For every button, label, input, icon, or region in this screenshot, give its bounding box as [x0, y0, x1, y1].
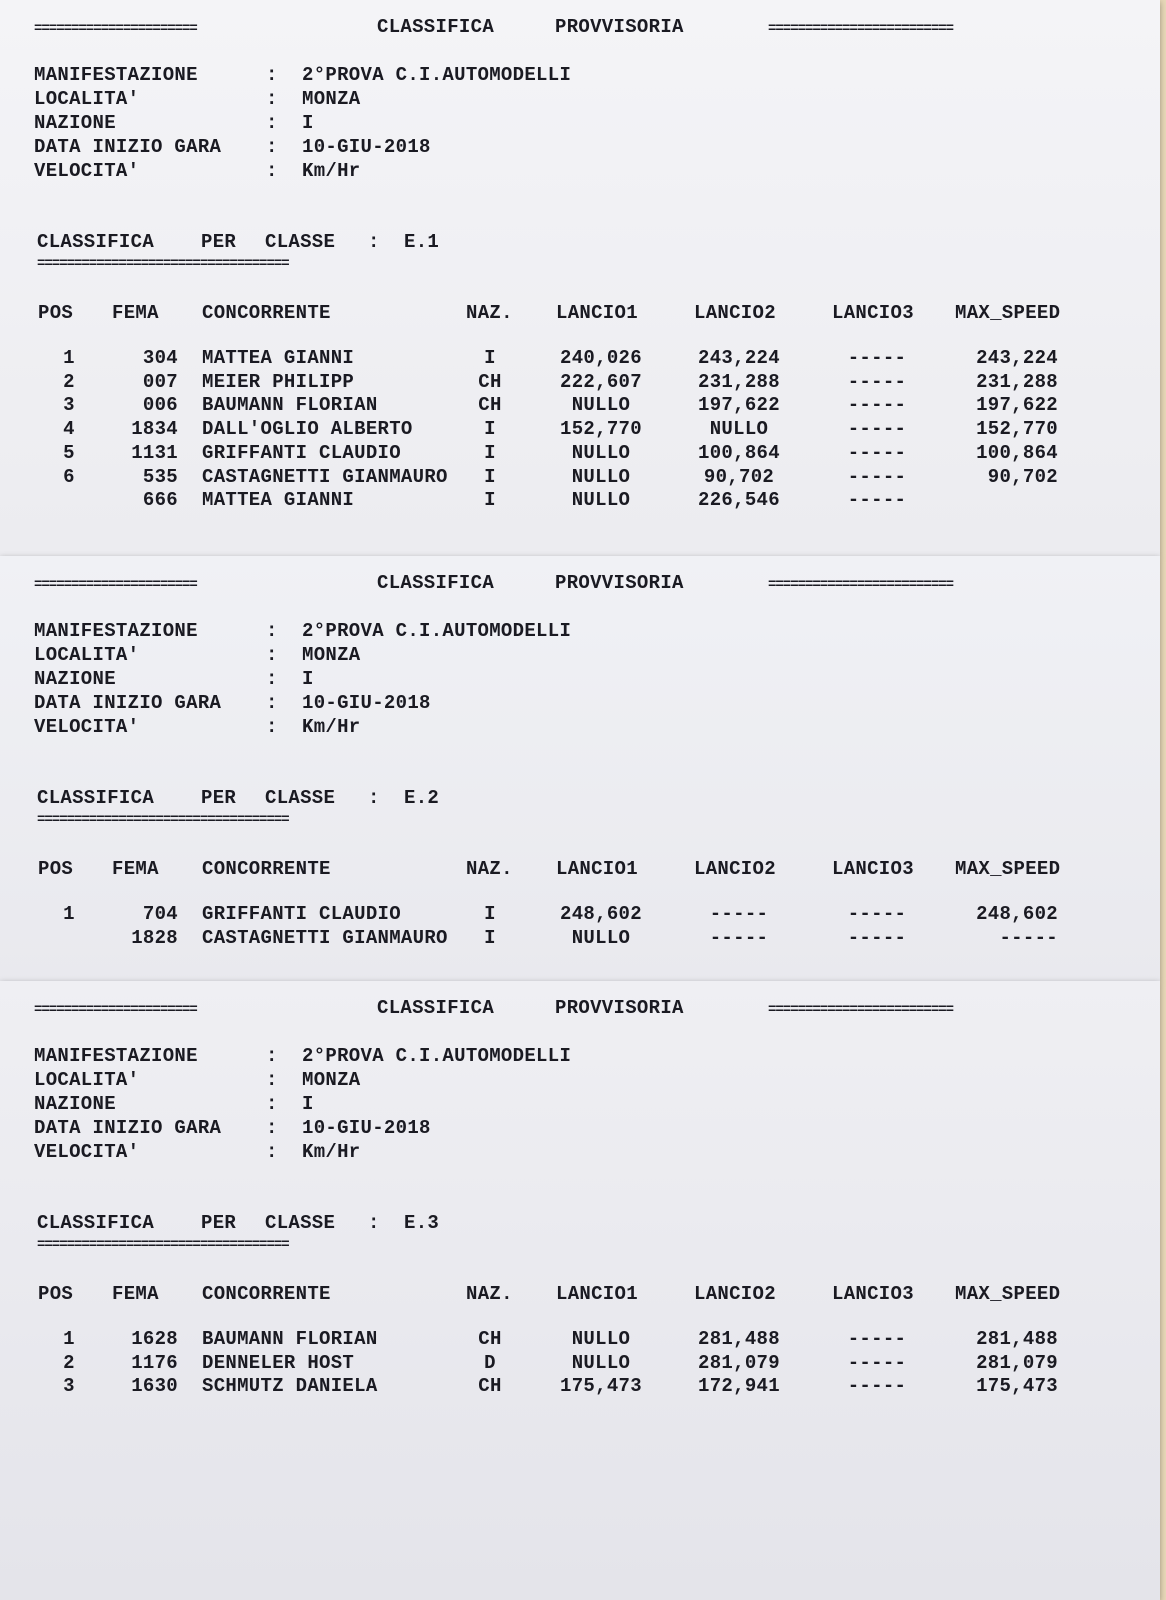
- class-heading-class: E.3: [404, 1212, 440, 1234]
- col-max-speed-header: MAX_SPEED: [955, 1283, 1061, 1305]
- cell-fema: 1630: [131, 1375, 178, 1398]
- cell-lancio1: NULLO: [571, 926, 631, 949]
- info-value: Km/Hr: [302, 716, 361, 738]
- cell-fema: 535: [142, 465, 178, 488]
- cell-lancio2: 281,488: [698, 1328, 780, 1350]
- cell-lancio2: -----: [709, 926, 769, 949]
- col-pos-header: POS: [38, 858, 74, 880]
- banner-right-rule: =========================: [768, 577, 954, 593]
- info-separator: :: [266, 1069, 278, 1091]
- class-heading-underline: ==================================: [37, 1237, 289, 1253]
- info-separator: :: [266, 1045, 278, 1067]
- cell-naz: I: [484, 926, 496, 949]
- info-separator: :: [266, 136, 278, 158]
- class-heading-word: CLASSE: [265, 231, 336, 253]
- class-heading-word: CLASSIFICA: [37, 1212, 155, 1234]
- col-lancio1-header: LANCIO1: [556, 1283, 638, 1305]
- cell-fema: 666: [142, 489, 178, 512]
- cell-concorrente: SCHMUTZ DANIELA: [202, 1375, 378, 1398]
- cell-max-speed: 281,488: [976, 1328, 1058, 1350]
- info-value: I: [302, 112, 314, 134]
- results-sheet-e1: [0, 0, 1160, 556]
- cell-lancio2: 281,079: [698, 1351, 780, 1374]
- info-value: 2°PROVA C.I.AUTOMODELLI: [302, 64, 572, 86]
- info-value: 2°PROVA C.I.AUTOMODELLI: [302, 620, 572, 642]
- cell-lancio2: 100,864: [698, 441, 780, 464]
- cell-max-speed: 231,288: [976, 370, 1058, 393]
- cell-lancio2: 197,622: [698, 394, 780, 417]
- banner-title-classifica: CLASSIFICA: [377, 572, 495, 594]
- cell-concorrente: CASTAGNETTI GIANMAURO: [202, 465, 448, 488]
- info-separator: :: [266, 692, 278, 714]
- cell-fema: 704: [142, 903, 178, 925]
- info-value: Km/Hr: [302, 1141, 361, 1163]
- cell-fema: 1131: [131, 441, 178, 464]
- class-heading-word: PER: [201, 231, 237, 253]
- cell-lancio2: 226,546: [698, 489, 780, 512]
- info-separator: :: [266, 668, 278, 690]
- info-label: NAZIONE: [34, 112, 116, 134]
- col-naz-header: NAZ.: [466, 302, 513, 324]
- cell-lancio1: 222,607: [560, 370, 642, 393]
- cell-fema: 1628: [131, 1328, 178, 1350]
- info-label: DATA INIZIO GARA: [34, 1117, 222, 1139]
- cell-lancio3: -----: [847, 465, 907, 488]
- col-concorrente-header: CONCORRENTE: [202, 302, 331, 324]
- cell-lancio1: 248,602: [560, 903, 642, 925]
- class-heading-word: PER: [201, 1212, 237, 1234]
- cell-concorrente: BAUMANN FLORIAN: [202, 1328, 378, 1350]
- cell-fema: 1834: [131, 418, 178, 441]
- results-sheet-e3: [0, 981, 1160, 1600]
- class-heading-class: E.2: [404, 787, 440, 809]
- info-separator: :: [266, 1117, 278, 1139]
- cell-pos: 3: [63, 394, 75, 417]
- cell-fema: 1828: [131, 926, 178, 949]
- info-label: VELOCITA': [34, 716, 140, 738]
- col-lancio3-header: LANCIO3: [832, 858, 914, 880]
- cell-naz: I: [484, 441, 496, 464]
- cell-lancio1: NULLO: [571, 441, 631, 464]
- class-heading-separator: :: [368, 231, 380, 253]
- cell-fema: 007: [142, 370, 178, 393]
- info-label: MANIFESTAZIONE: [34, 1045, 198, 1067]
- col-lancio2-header: LANCIO2: [694, 858, 776, 880]
- class-heading-underline: ==================================: [37, 812, 289, 828]
- cell-max-speed: 90,702: [987, 465, 1058, 488]
- cell-lancio1: 152,770: [560, 418, 642, 441]
- cell-max-speed: -----: [999, 926, 1058, 949]
- cell-pos: 1: [63, 903, 75, 925]
- cell-max-speed: 152,770: [976, 418, 1058, 441]
- cell-concorrente: GRIFFANTI CLAUDIO: [202, 903, 401, 925]
- cell-max-speed: 175,473: [976, 1375, 1058, 1398]
- cell-pos: 3: [63, 1375, 75, 1398]
- info-label: LOCALITA': [34, 644, 140, 666]
- cell-naz: I: [484, 465, 496, 488]
- cell-naz: CH: [478, 394, 502, 417]
- col-fema-header: FEMA: [112, 858, 159, 880]
- cell-pos: 5: [63, 441, 75, 464]
- info-separator: :: [266, 1093, 278, 1115]
- cell-concorrente: MATTEA GIANNI: [202, 489, 355, 512]
- banner-title-classifica: CLASSIFICA: [377, 997, 495, 1019]
- cell-naz: I: [484, 418, 496, 441]
- col-max-speed-header: MAX_SPEED: [955, 302, 1061, 324]
- cell-lancio3: -----: [847, 1375, 907, 1398]
- col-naz-header: NAZ.: [466, 1283, 513, 1305]
- class-heading-word: CLASSE: [265, 1212, 336, 1234]
- cell-concorrente: GRIFFANTI CLAUDIO: [202, 441, 401, 464]
- banner-right-rule: =========================: [768, 1002, 954, 1018]
- cell-max-speed: 197,622: [976, 394, 1058, 417]
- info-label: MANIFESTAZIONE: [34, 64, 198, 86]
- banner-left-rule: ======================: [34, 21, 197, 37]
- banner-right-rule: =========================: [768, 21, 954, 37]
- cell-pos: 2: [63, 370, 75, 393]
- cell-lancio3: -----: [847, 418, 907, 441]
- cell-lancio1: NULLO: [571, 1328, 631, 1350]
- info-separator: :: [266, 112, 278, 134]
- col-lancio3-header: LANCIO3: [832, 1283, 914, 1305]
- class-heading-underline: ==================================: [37, 256, 289, 272]
- col-lancio2-header: LANCIO2: [694, 302, 776, 324]
- banner-left-rule: ======================: [34, 577, 197, 593]
- cell-lancio3: -----: [847, 489, 907, 512]
- cell-naz: CH: [478, 1375, 502, 1398]
- cell-lancio2: -----: [709, 903, 769, 925]
- results-sheet-e2: [0, 556, 1160, 981]
- class-heading-class: E.1: [404, 231, 440, 253]
- class-heading-word: CLASSIFICA: [37, 787, 155, 809]
- cell-pos: 1: [63, 347, 75, 369]
- info-separator: :: [266, 64, 278, 86]
- cell-concorrente: MATTEA GIANNI: [202, 347, 355, 369]
- cell-naz: D: [484, 1351, 496, 1374]
- cell-lancio2: 172,941: [698, 1375, 780, 1398]
- col-concorrente-header: CONCORRENTE: [202, 1283, 331, 1305]
- cell-fema: 304: [142, 347, 178, 369]
- cell-lancio1: NULLO: [571, 489, 631, 512]
- cell-lancio3: -----: [847, 370, 907, 393]
- cell-lancio2: NULLO: [709, 418, 769, 441]
- class-heading-separator: :: [368, 787, 380, 809]
- col-max-speed-header: MAX_SPEED: [955, 858, 1061, 880]
- info-value: 10-GIU-2018: [302, 692, 431, 714]
- cell-concorrente: DENNELER HOST: [202, 1351, 355, 1374]
- info-label: LOCALITA': [34, 1069, 140, 1091]
- cell-max-speed: 243,224: [976, 347, 1058, 369]
- cell-max-speed: 248,602: [976, 903, 1058, 925]
- cell-lancio2: 243,224: [698, 347, 780, 369]
- cell-pos: 6: [63, 465, 75, 488]
- cell-max-speed: 281,079: [976, 1351, 1058, 1374]
- cell-lancio3: -----: [847, 1351, 907, 1374]
- banner-title-provvisoria: PROVVISORIA: [555, 997, 684, 1019]
- info-value: I: [302, 668, 314, 690]
- cell-max-speed: 100,864: [976, 441, 1058, 464]
- cell-lancio3: -----: [847, 347, 907, 369]
- cell-concorrente: DALL'OGLIO ALBERTO: [202, 418, 413, 441]
- info-separator: :: [266, 716, 278, 738]
- cell-lancio1: NULLO: [571, 465, 631, 488]
- cell-naz: I: [484, 347, 496, 369]
- col-lancio3-header: LANCIO3: [832, 302, 914, 324]
- info-value: MONZA: [302, 88, 361, 110]
- info-value: 10-GIU-2018: [302, 1117, 431, 1139]
- info-separator: :: [266, 620, 278, 642]
- col-lancio1-header: LANCIO1: [556, 302, 638, 324]
- class-heading-separator: :: [368, 1212, 380, 1234]
- cell-naz: I: [484, 489, 496, 512]
- cell-lancio1: NULLO: [571, 394, 631, 417]
- cell-lancio1: 175,473: [560, 1375, 642, 1398]
- cell-lancio3: -----: [847, 903, 907, 925]
- cell-fema: 006: [142, 394, 178, 417]
- cell-concorrente: CASTAGNETTI GIANMAURO: [202, 926, 448, 949]
- info-value: Km/Hr: [302, 160, 361, 182]
- col-lancio2-header: LANCIO2: [694, 1283, 776, 1305]
- info-separator: :: [266, 88, 278, 110]
- info-value: 10-GIU-2018: [302, 136, 431, 158]
- col-fema-header: FEMA: [112, 302, 159, 324]
- info-label: DATA INIZIO GARA: [34, 136, 222, 158]
- info-separator: :: [266, 1141, 278, 1163]
- banner-left-rule: ======================: [34, 1002, 197, 1018]
- info-label: VELOCITA': [34, 160, 140, 182]
- col-lancio1-header: LANCIO1: [556, 858, 638, 880]
- info-label: NAZIONE: [34, 668, 116, 690]
- cell-lancio3: -----: [847, 1328, 907, 1350]
- col-pos-header: POS: [38, 1283, 74, 1305]
- cell-lancio2: 90,702: [703, 465, 775, 488]
- banner-title-provvisoria: PROVVISORIA: [555, 572, 684, 594]
- info-value: I: [302, 1093, 314, 1115]
- col-fema-header: FEMA: [112, 1283, 159, 1305]
- cell-naz: I: [484, 903, 496, 925]
- info-value: MONZA: [302, 1069, 361, 1091]
- cell-concorrente: MEIER PHILIPP: [202, 370, 355, 393]
- col-pos-header: POS: [38, 302, 74, 324]
- col-concorrente-header: CONCORRENTE: [202, 858, 331, 880]
- cell-lancio3: -----: [847, 441, 907, 464]
- banner-title-provvisoria: PROVVISORIA: [555, 16, 684, 38]
- banner-title-classifica: CLASSIFICA: [377, 16, 495, 38]
- class-heading-word: PER: [201, 787, 237, 809]
- col-naz-header: NAZ.: [466, 858, 513, 880]
- cell-lancio2: 231,288: [698, 370, 780, 393]
- cell-concorrente: BAUMANN FLORIAN: [202, 394, 378, 417]
- info-value: 2°PROVA C.I.AUTOMODELLI: [302, 1045, 572, 1067]
- class-heading-word: CLASSE: [265, 787, 336, 809]
- cell-naz: CH: [478, 1328, 502, 1350]
- info-separator: :: [266, 160, 278, 182]
- cell-pos: 1: [63, 1328, 75, 1350]
- info-label: VELOCITA': [34, 1141, 140, 1163]
- info-label: LOCALITA': [34, 88, 140, 110]
- info-separator: :: [266, 644, 278, 666]
- cell-pos: 4: [63, 418, 75, 441]
- info-label: DATA INIZIO GARA: [34, 692, 222, 714]
- cell-fema: 1176: [131, 1351, 178, 1374]
- cell-pos: 2: [63, 1351, 75, 1374]
- info-value: MONZA: [302, 644, 361, 666]
- info-label: NAZIONE: [34, 1093, 116, 1115]
- cell-naz: CH: [478, 370, 502, 393]
- info-label: MANIFESTAZIONE: [34, 620, 198, 642]
- cell-lancio1: NULLO: [571, 1351, 631, 1374]
- cell-lancio3: -----: [847, 394, 907, 417]
- cell-lancio3: -----: [847, 926, 907, 949]
- cell-lancio1: 240,026: [560, 347, 642, 369]
- class-heading-word: CLASSIFICA: [37, 231, 155, 253]
